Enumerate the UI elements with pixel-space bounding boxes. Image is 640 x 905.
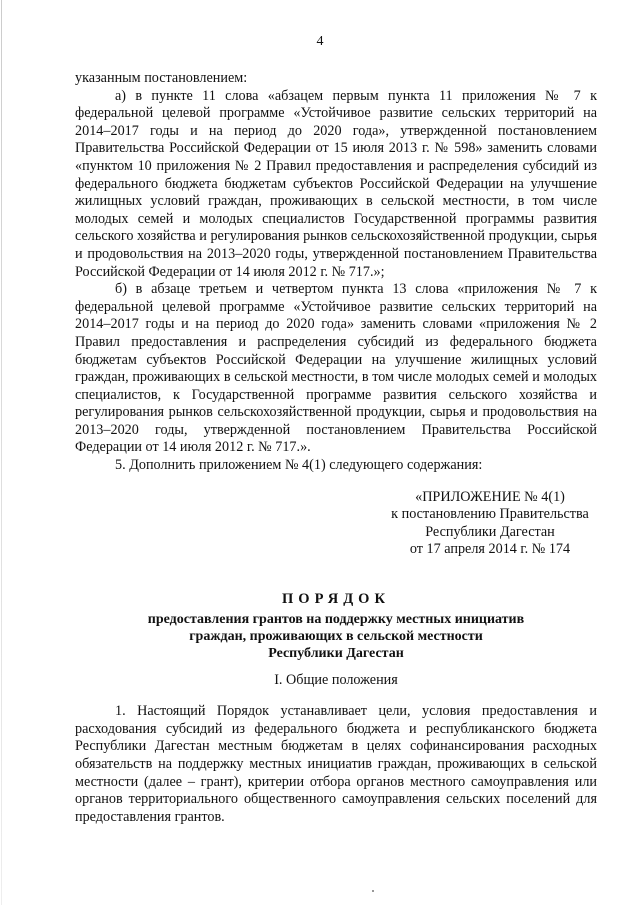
scan-speck (372, 890, 374, 892)
document-body (75, 70, 597, 826)
appendix-label: «ПРИЛОЖЕНИЕ № 4(1) (415, 488, 565, 505)
appendix-republic: Республики Дагестан (425, 523, 555, 540)
subtitle-line-2: граждан, проживающих в сельской местности (189, 628, 483, 644)
appendix-reference: к постановлению Правительства (391, 506, 589, 523)
amendment-item-a: а) в пункте 11 слова «абзацем первым пункта 11 приложения № 7 к федеральной целевой программе «Устойчивое развитие сельских территорий на 2014–2017 годы и на период до 2020 года», утвержденной постановлением Правительства Российской Федерации от 15 июля 2013 г. № 598» заменить словами «пунктом 10 приложения № 2 Правил предоставления и распределения субсидий из федерального бюджета бюджетам субъектов Российской Федерации на улучшение жилищных условий граждан, проживающих в сельской местности, в том числе молодых семей и молодых специалистов Государственной программы развития сельского хозяйства и регулирования рынков сельскохозяйственной продукции, сырья и продовольствия на 2013–2020 годы, утвержденной постановлением Правительства Российской Федерации от 14 июля 2012 г. № 717.»; (75, 87, 597, 280)
scan-edge-line (1, 0, 2, 905)
document-title: ПОРЯДОК (282, 591, 390, 608)
document-subtitle (75, 611, 597, 662)
paragraph-1: 1. Настоящий Порядок устанавливает цели, условия предоставления и расходования субсидий из федерального бюджета и республиканского бюджета Республики Дагестан местным бюджетам в целях софинансирования расходных обязательств на поддержку местных инициатив граждан, проживающих в сельской местности (далее – грант), критерии отбора органов местного самоуправления или органов территориального общественного самоуправления сельских поселений для предоставления грантов. (75, 703, 597, 825)
appendix-header (375, 489, 605, 559)
page-number: 4 (316, 34, 324, 49)
subtitle-line-3: Республики Дагестан (268, 645, 404, 661)
section-heading: I. Общие положения (274, 671, 398, 688)
appendix-date: от 17 апреля 2014 г. № 174 (409, 541, 571, 558)
subtitle-line-1: предоставления грантов на поддержку местных инициатив (147, 611, 525, 627)
amendment-item-5: 5. Дополнить приложением № 4(1) следующего содержания: (115, 457, 483, 474)
intro-line: указанным постановлением: (75, 70, 248, 86)
amendment-item-b: б) в абзаце третьем и четвертом пункта 13 слова «приложения № 7 к федеральной целевой программе «Устойчивое развитие сельских территорий на 2014–2017 годы и на период до 2020 года» заменить словами «приложения № 2 Правил предоставления и распределения субсидий из федерального бюджета бюджетам субъектов Российской Федерации на улучшение жилищных условий граждан, проживающих в сельской местности, в том числе молодых семей и молодых специалистов, к Государственной программе развития сельского хозяйства и регулирования рынков сельскохозяйственной продукции, сырья и продовольствия на 2013–2020 годы, утвержденной постановлением Правительства Российской Федерации от 14 июля 2012 г. № 717.». (75, 281, 597, 456)
